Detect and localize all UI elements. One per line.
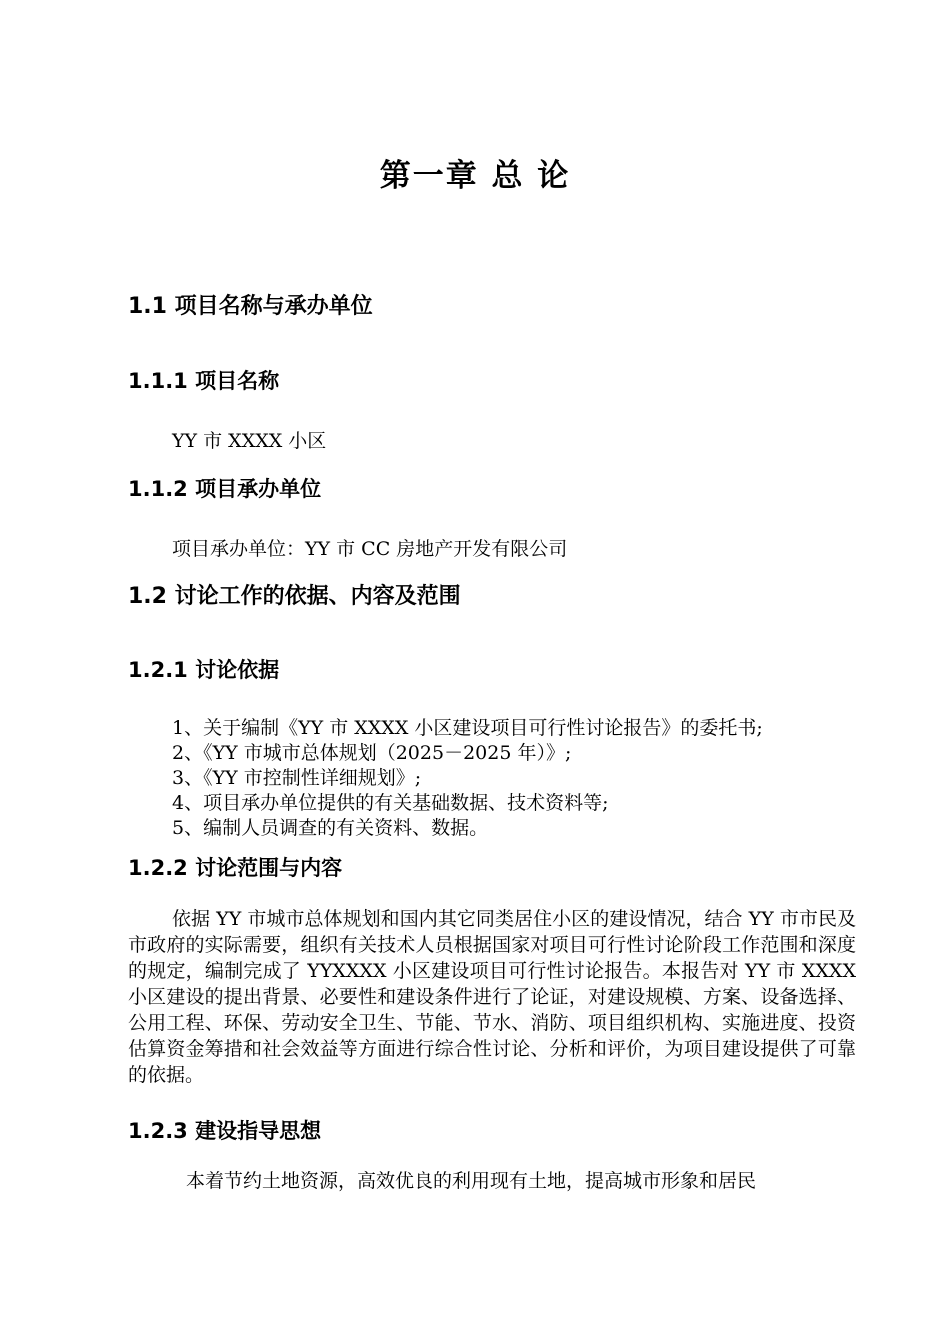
guiding-principle-text: 本着节约土地资源，高效优良的利用现有土地，提高城市形象和居民 — [186, 1170, 757, 1192]
section-1-1-1-heading: 1.1.1 项目名称 — [128, 369, 280, 393]
section-1-1-heading: 1.1 项目名称与承办单位 — [128, 294, 373, 319]
list-item: 4、项目承办单位提供的有关基础数据、技术资料等; — [172, 792, 609, 814]
chapter-title: 第一章 总 论 — [379, 158, 571, 194]
list-item: 2、《YY 市城市总体规划（2025－2025 年）》; — [172, 742, 572, 764]
section-1-2-2-heading: 1.2.2 讨论范围与内容 — [128, 856, 343, 880]
scope-paragraph: 依据 YY 市城市总体规划和国内其它同类居住小区的建设情况，结合 YY 市市民及市政府的实际需要，组织有关技术人员根据国家对项目可行性讨论阶段工作范围和深度的规定，编制完成了 YYXXXX 小区建设项目可行性讨论报告。本报告对 YY 市 XXXX 小区建设的提出背景、必要性和建设条件进行了论证，对建设规模、方案、设备选择、公用工程、环保、劳动安全卫生、节能、节水、消防、项目组织机构、实施进度、投资估算资金筹措和社会效益等方面进行综合性讨论、分析和评价，为项目建设提供了可靠的依据。 — [128, 908, 856, 1086]
basis-list — [172, 716, 763, 841]
list-item: 5、编制人员调查的有关资料、数据。 — [172, 817, 489, 839]
project-organizer-text: 项目承办单位：YY 市 CC 房地产开发有限公司 — [172, 538, 568, 560]
list-item: 3、《YY 市控制性详细规划》; — [172, 767, 422, 789]
section-1-2-3-heading: 1.2.3 建设指导思想 — [128, 1119, 322, 1143]
list-item: 1、关于编制《YY 市 XXXX 小区建设项目可行性讨论报告》的委托书; — [172, 717, 763, 739]
section-1-2-1-heading: 1.2.1 讨论依据 — [128, 658, 280, 682]
project-name-text: YY 市 XXXX 小区 — [172, 430, 327, 452]
section-1-1-2-heading: 1.1.2 项目承办单位 — [128, 477, 322, 501]
section-1-2-heading: 1.2 讨论工作的依据、内容及范围 — [128, 584, 461, 609]
